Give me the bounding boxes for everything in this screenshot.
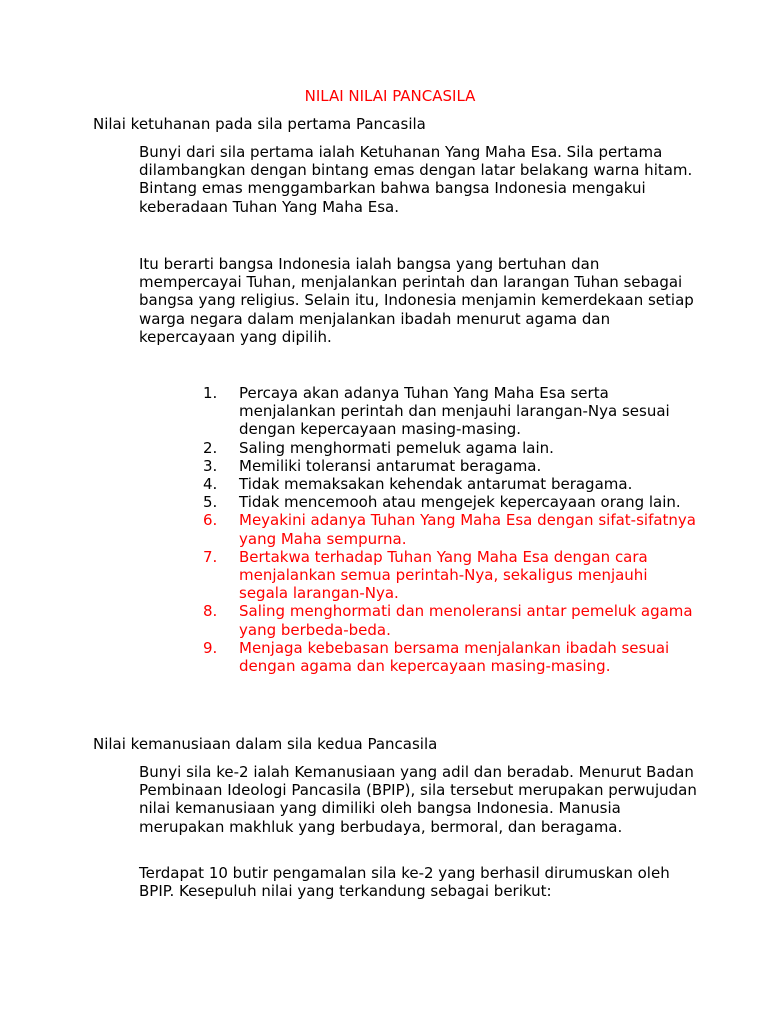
list-item-text: Tidak mencemooh atau mengejek kepercayaan orang lain.	[239, 493, 681, 512]
list-item-text: Tidak memaksakan kehendak antarumat beragama.	[239, 475, 633, 494]
list-item-number: 3.	[203, 456, 218, 475]
section2-paragraph-2: Terdapat 10 butir pengamalan sila ke-2 yang berhasil dirumuskan oleh BPIP. Kesepuluh nilai yang terkandung sebagai berikut:	[139, 864, 670, 901]
section1-paragraph-2: Itu berarti bangsa Indonesia ialah bangsa yang bertuhan dan mempercayai Tuhan, menjalankan perintah dan larangan Tuhan sebagai bangsa yang religius. Selain itu, Indonesia menjamin kemerdekaan setiap warga negara dalam menjalankan ibadah menurut agama dan kepercayaan yang dipilih.	[139, 255, 694, 346]
list-item-number: 5.	[203, 493, 218, 512]
sila1-values-list	[139, 384, 699, 675]
list-item-text: Menjaga kebebasan bersama menjalankan ibadah sesuai dengan agama dan kepercayaan masing-masing.	[239, 638, 670, 676]
list-item-number: 4.	[203, 475, 218, 494]
list-item-number: 6.	[203, 511, 218, 530]
list-item-number: 1.	[203, 384, 218, 402]
list-item	[139, 493, 699, 511]
list-item-text: Saling menghormati pemeluk agama lain.	[239, 438, 554, 457]
list-item	[139, 548, 699, 603]
list-item	[139, 639, 699, 675]
list-item-number: 8.	[203, 602, 218, 621]
section2-paragraph-1: Bunyi sila ke-2 ialah Kemanusiaan yang adil dan beradab. Menurut Badan Pembinaan Ideologi Pancasila (BPIP), sila tersebut merupakan perwujudan nilai kemanusiaan yang dimiliki oleh bangsa Indonesia. Manusia merupakan makhluk yang berbudaya, bermoral, dan beragama.	[139, 763, 697, 836]
list-item-text: Bertakwa terhadap Tuhan Yang Maha Esa dengan cara menjalankan semua perintah-Nya, sekaligus menjauhi segala larangan-Nya.	[239, 547, 648, 603]
list-item-text: Memiliki toleransi antarumat beragama.	[239, 456, 542, 475]
list-item-text: Meyakini adanya Tuhan Yang Maha Esa dengan sifat-sifatnya yang Maha sempurna.	[239, 511, 696, 548]
list-item-number: 7.	[203, 547, 218, 566]
section1-heading: Nilai ketuhanan pada sila pertama Pancasila	[93, 115, 426, 133]
list-item	[139, 511, 699, 547]
list-item-number: 9.	[203, 638, 218, 657]
document-title: NILAI NILAI PANCASILA	[304, 87, 476, 105]
list-item-text: Percaya akan adanya Tuhan Yang Maha Esa serta menjalankan perintah dan menjauhi larangan-Nya sesuai dengan kepercayaan masing-masing.	[239, 384, 670, 439]
list-item	[139, 457, 699, 475]
section1-paragraph-1: Bunyi dari sila pertama ialah Ketuhanan Yang Maha Esa. Sila pertama dilambangkan dengan bintang emas dengan latar belakang warna hitam. Bintang emas menggambarkan bahwa bangsa Indonesia mengakui keberadaan Tuhan Yang Maha Esa.	[139, 143, 693, 216]
list-item-number: 2.	[203, 438, 218, 457]
list-item	[139, 439, 699, 457]
list-item	[139, 384, 699, 439]
list-item	[139, 602, 699, 638]
list-item	[139, 475, 699, 493]
list-item-text: Saling menghormati dan menoleransi antar pemeluk agama yang berbeda-beda.	[239, 602, 693, 639]
section2-heading: Nilai kemanusiaan dalam sila kedua Pancasila	[93, 735, 438, 753]
